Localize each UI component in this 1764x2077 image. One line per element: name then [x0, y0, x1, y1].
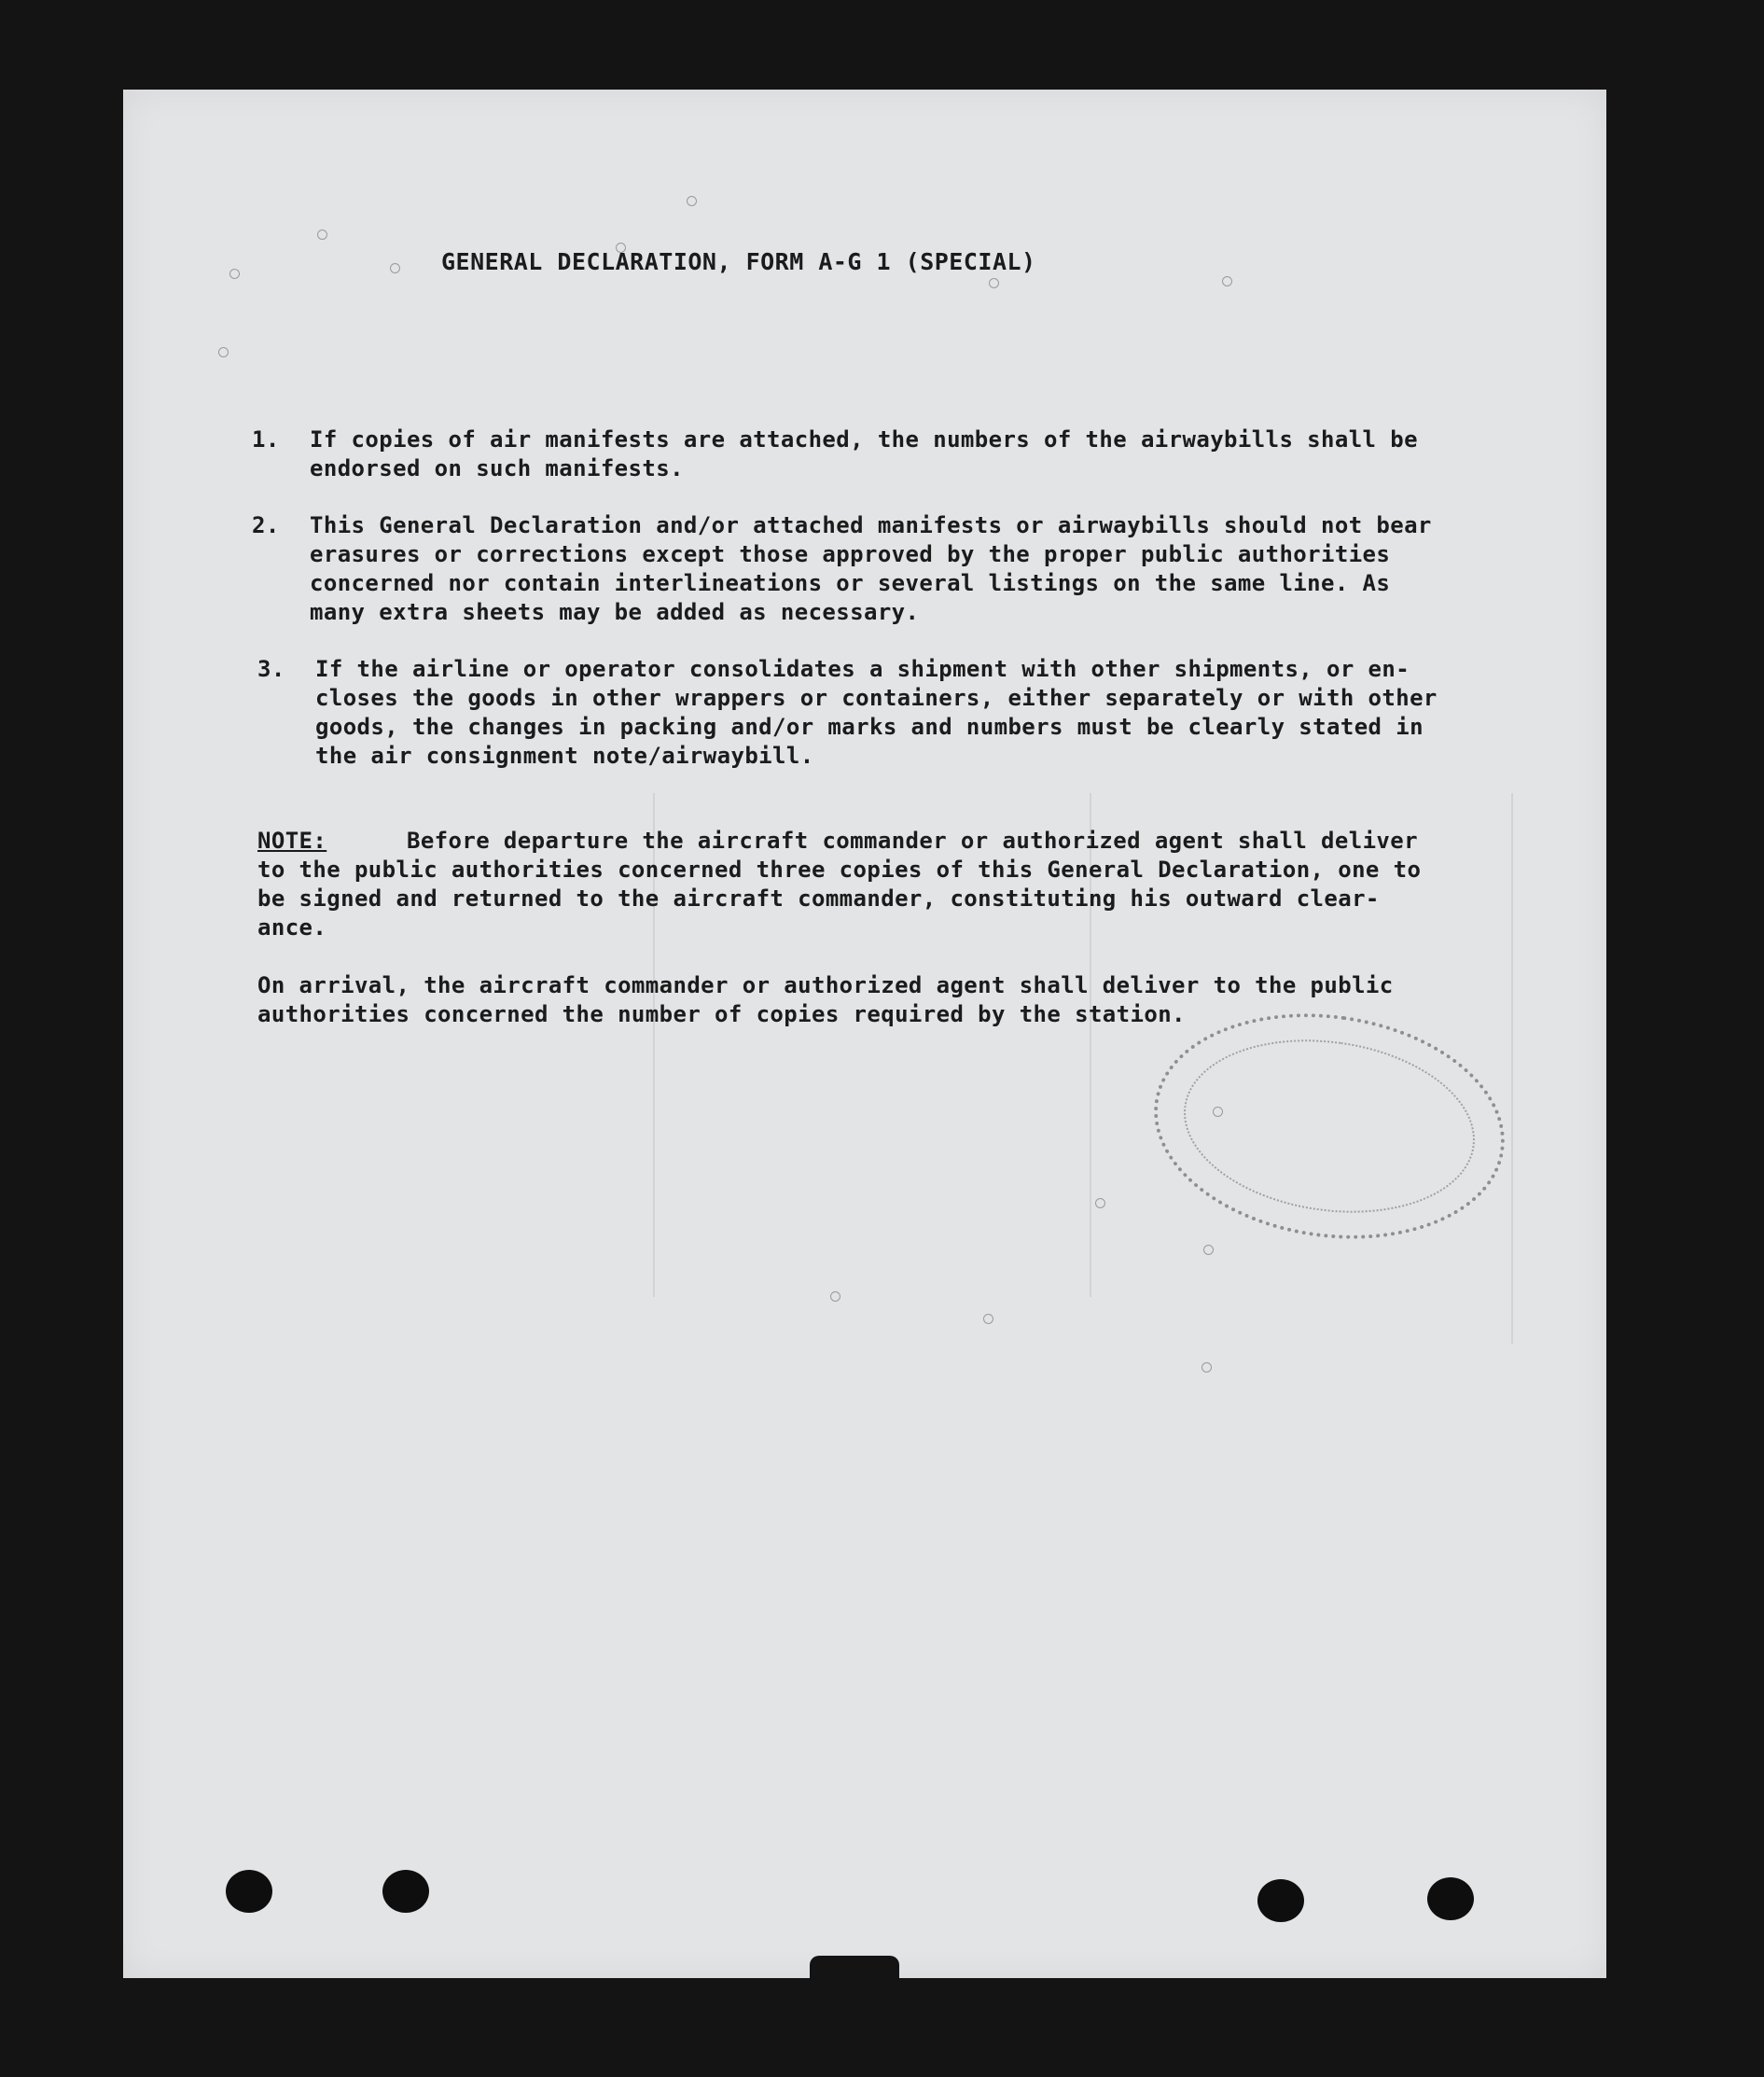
- dust-speck: [1213, 1107, 1223, 1117]
- dust-speck: [1201, 1362, 1212, 1373]
- item-line: many extra sheets may be added as necessary.: [310, 599, 920, 625]
- note-label: NOTE:: [257, 828, 327, 854]
- item-line: goods, the changes in packing and/or marks and numbers must be clearly stated in: [315, 714, 1424, 740]
- arrival-line: authorities concerned the number of copies required by the station.: [257, 1001, 1186, 1027]
- list-item: [252, 511, 1476, 633]
- item-line: erasures or corrections except those approved by the proper public authorities: [310, 541, 1391, 567]
- dust-speck: [1095, 1198, 1105, 1208]
- item-number: 1.: [252, 426, 280, 453]
- dust-speck: [390, 263, 400, 273]
- punch-hole: [1427, 1877, 1474, 1920]
- dust-speck: [616, 243, 626, 253]
- bleed-through-rule: [1511, 793, 1513, 1344]
- note-line: Before departure the aircraft commander or authorized agent shall deliver: [406, 828, 1418, 854]
- item-number: 3.: [257, 656, 285, 682]
- binder-clip-mark: [810, 1956, 899, 1978]
- note-line: to the public authorities concerned three copies of this General Declaration, one to: [257, 857, 1422, 883]
- item-line: This General Declaration and/or attached manifests or airwaybills should not bear: [310, 512, 1432, 538]
- punch-hole: [226, 1870, 272, 1913]
- dust-speck: [687, 196, 697, 206]
- punch-hole: [382, 1870, 429, 1913]
- note-paragraph: [257, 827, 1481, 942]
- item-line: closes the goods in other wrappers or containers, either separately or with other: [315, 685, 1438, 711]
- punch-hole: [1257, 1879, 1304, 1922]
- item-line: If the airline or operator consolidates a shipment with other shipments, or en-: [315, 656, 1410, 682]
- item-line: endorsed on such manifests.: [310, 455, 684, 481]
- dust-speck: [218, 347, 229, 357]
- item-line: the air consignment note/airwaybill.: [315, 743, 814, 769]
- list-item: [252, 425, 1476, 491]
- note-line: be signed and returned to the aircraft commander, constituting his outward clear-: [257, 885, 1380, 912]
- dust-speck: [229, 269, 240, 279]
- list-item: [257, 655, 1481, 776]
- dust-speck: [830, 1291, 840, 1302]
- stamp-inner-ring: [1173, 1022, 1486, 1231]
- item-line: concerned nor contain interlineations or several listings on the same line. As: [310, 570, 1391, 596]
- dust-speck: [317, 230, 327, 240]
- dust-speck: [1203, 1245, 1214, 1255]
- item-number: 2.: [252, 512, 280, 538]
- dust-speck: [1222, 276, 1232, 286]
- item-line: If copies of air manifests are attached, the numbers of the airwaybills shall be: [310, 426, 1418, 453]
- form-title: GENERAL DECLARATION, FORM A-G 1 (SPECIAL): [441, 248, 1036, 275]
- arrival-line: On arrival, the aircraft commander or authorized agent shall deliver to the public: [257, 972, 1394, 998]
- dust-speck: [983, 1314, 993, 1324]
- dust-speck: [989, 278, 999, 288]
- note-line: ance.: [257, 914, 327, 941]
